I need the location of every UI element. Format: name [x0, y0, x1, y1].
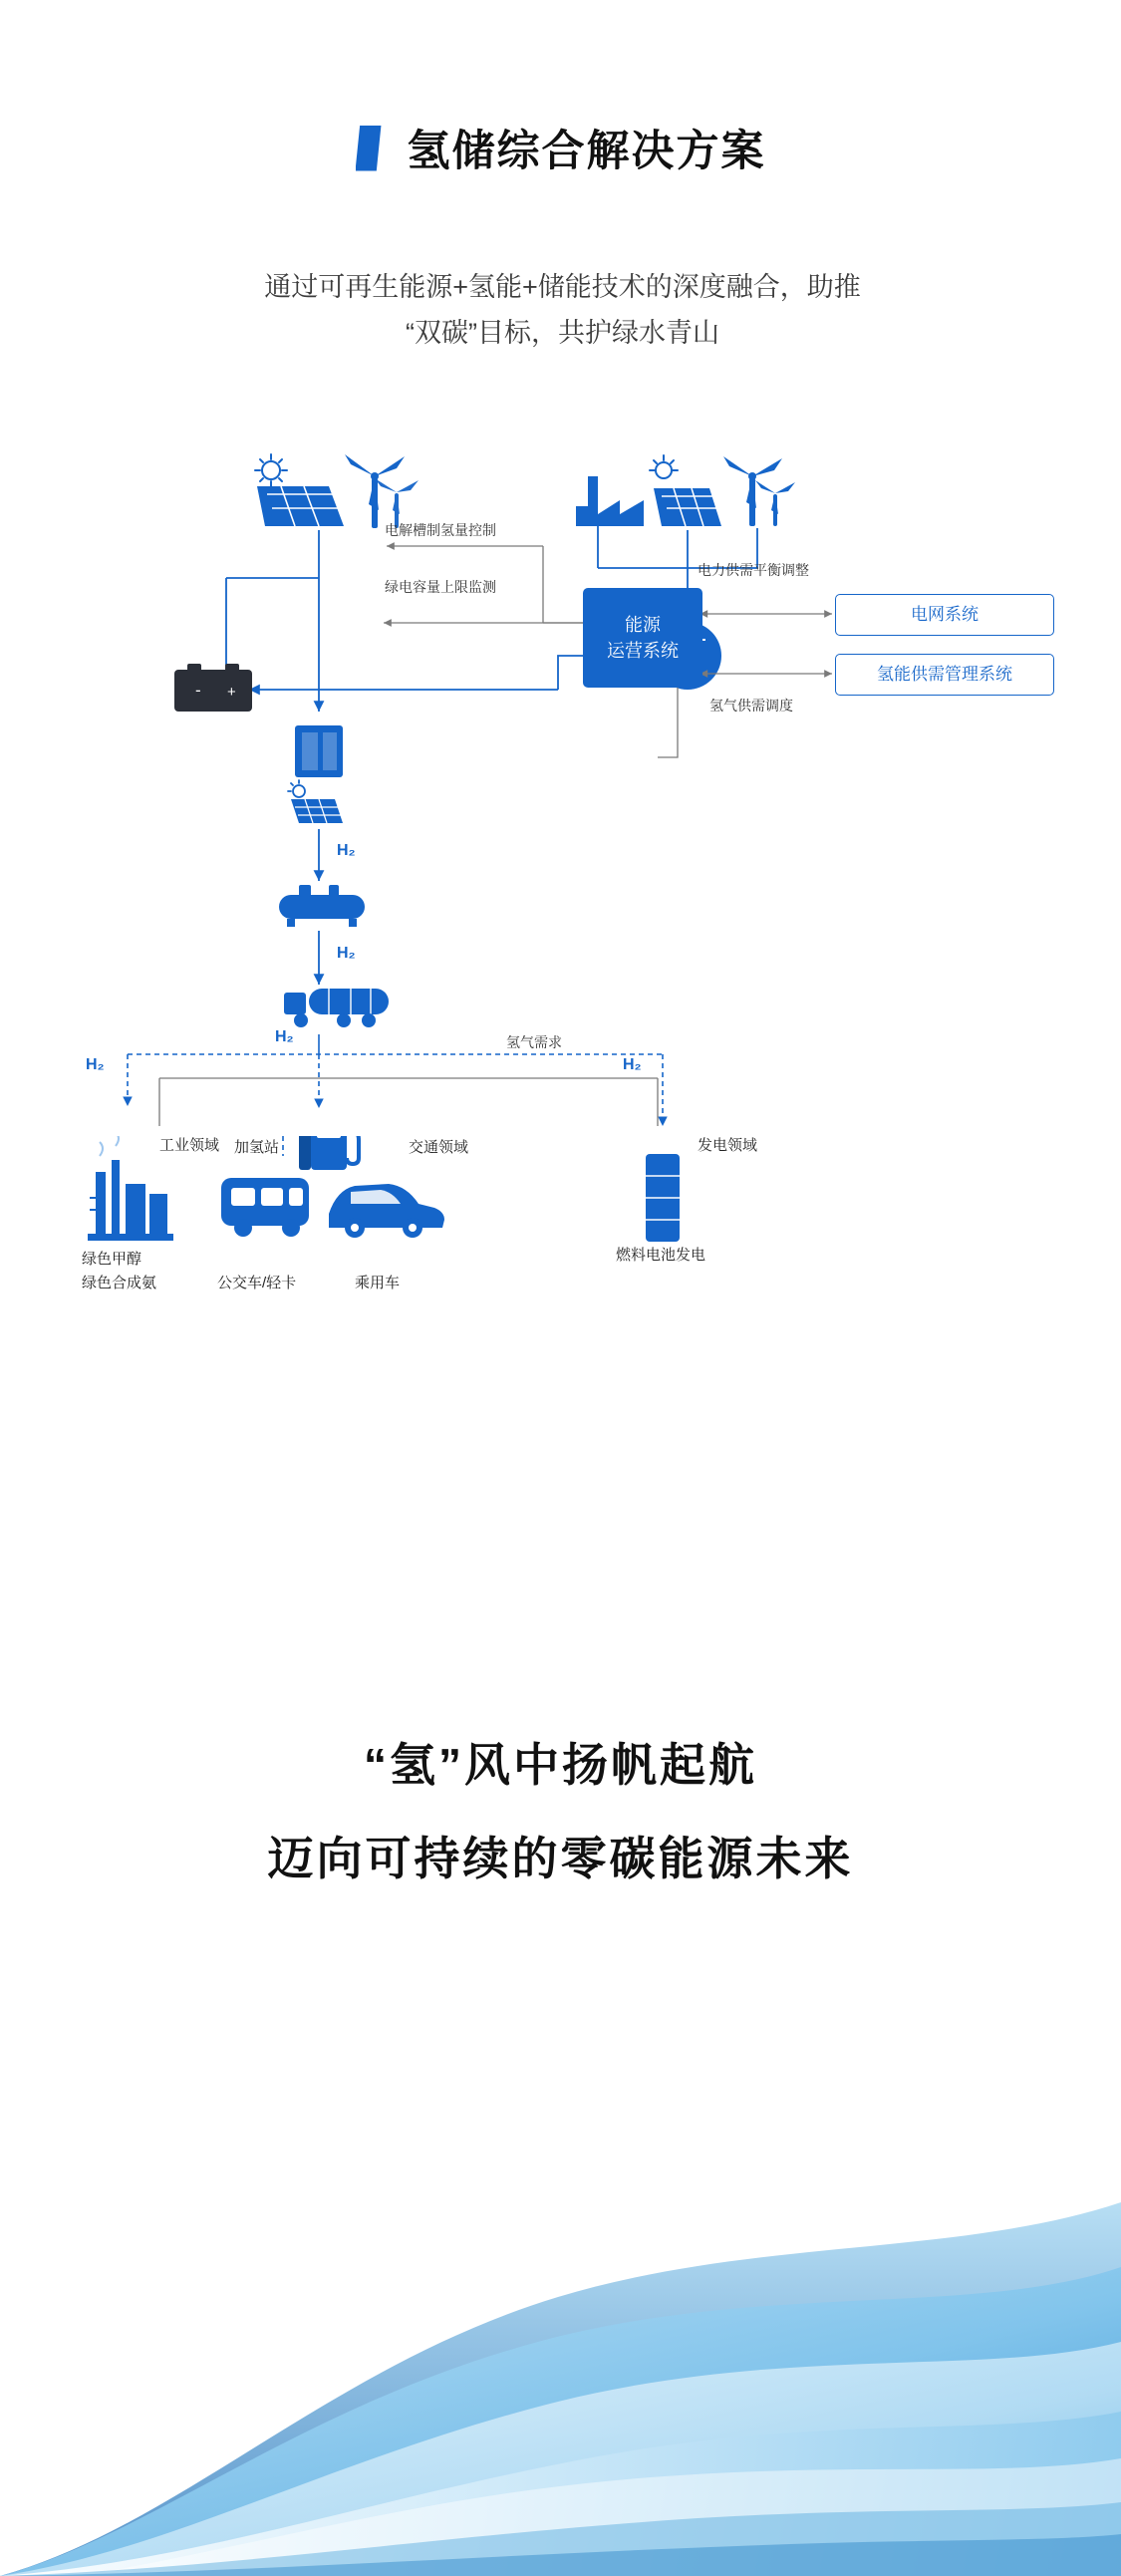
slogan-line-2: 迈向可持续的零碳能源未来: [267, 1833, 854, 1884]
svg-text:-: -: [195, 681, 201, 700]
h2-label-tank-out: H₂: [337, 945, 356, 962]
fuel-cell-icon: [646, 1154, 680, 1242]
hydrogen-storage-icon: [279, 885, 365, 927]
label-electrolyzer-control: 电解槽制氢量控制: [385, 522, 496, 538]
h2-label-industry: H₂: [86, 1056, 105, 1073]
solution-flow-diagram: [0, 438, 1121, 1291]
bus-icon: [221, 1178, 309, 1237]
consumer-icons: [0, 1136, 1121, 1395]
decorative-wave: [0, 2108, 1121, 2576]
energy-operation-system-box[interactable]: [583, 588, 702, 688]
factory-solar-wind-icon: [576, 455, 795, 526]
page-subtitle: [72, 264, 1053, 356]
label-fuel-cell-power: 燃料电池发电: [616, 1247, 706, 1264]
electrolyzer-icon: [295, 725, 343, 777]
solar-panel-icon: [288, 780, 343, 823]
label-transport-field: 交通领域: [409, 1139, 469, 1156]
h2-label-station: H₂: [275, 1028, 294, 1045]
subtitle-line-1: 通过可再生能源+氢能+储能技术的深度融合，助推: [264, 272, 861, 302]
svg-text:+: +: [227, 684, 236, 701]
grid-system-label: 电网系统: [911, 605, 979, 624]
label-green-ammonia: 绿色合成氨: [82, 1275, 157, 1291]
label-hydrogen-demand: 氢气需求: [506, 1034, 562, 1050]
h2-label-power-gen: H₂: [623, 1056, 642, 1073]
label-hydrogen-dispatch: 氢气供需调度: [709, 698, 793, 714]
energy-operation-line-1: 能源: [625, 615, 661, 635]
label-refuel-station: 加氢站: [234, 1139, 280, 1156]
slogan-line-1: “氢”风中扬帆起航: [364, 1739, 757, 1791]
label-green-power-limit: 绿电容量上限监测: [385, 579, 496, 595]
hydrogen-refuel-station-icon: [299, 1136, 359, 1170]
label-industry-field: 工业领域: [159, 1137, 220, 1154]
industrial-plant-icon: [88, 1136, 173, 1241]
label-green-methanol: 绿色甲醇: [82, 1251, 142, 1268]
h2-label-electrolyzer-out: H₂: [337, 842, 356, 859]
header-accent-mark: [356, 126, 382, 171]
page-title: 氢储综合解决方案: [407, 128, 766, 175]
subtitle-line-2: “双碳”目标，共护绿水青山: [406, 318, 719, 348]
solar-wind-icon-left: [255, 454, 419, 528]
label-power-gen-field: 发电领域: [698, 1137, 758, 1154]
hydrogen-mgmt-label: 氢能供需管理系统: [877, 665, 1012, 684]
car-icon: [329, 1184, 444, 1238]
battery-icon: [174, 664, 252, 712]
closing-slogan: [0, 1729, 1121, 1888]
page-header: [0, 118, 1121, 178]
hydrogen-management-system-box[interactable]: [835, 654, 1054, 696]
tanker-truck-icon: [284, 989, 389, 1027]
label-passenger-car: 乘用车: [355, 1275, 401, 1291]
label-power-balance: 电力供需平衡调整: [698, 562, 809, 578]
label-bus-truck: 公交车/轻卡: [217, 1275, 297, 1291]
grid-system-box[interactable]: [835, 594, 1054, 636]
energy-operation-line-2: 运营系统: [607, 641, 679, 661]
